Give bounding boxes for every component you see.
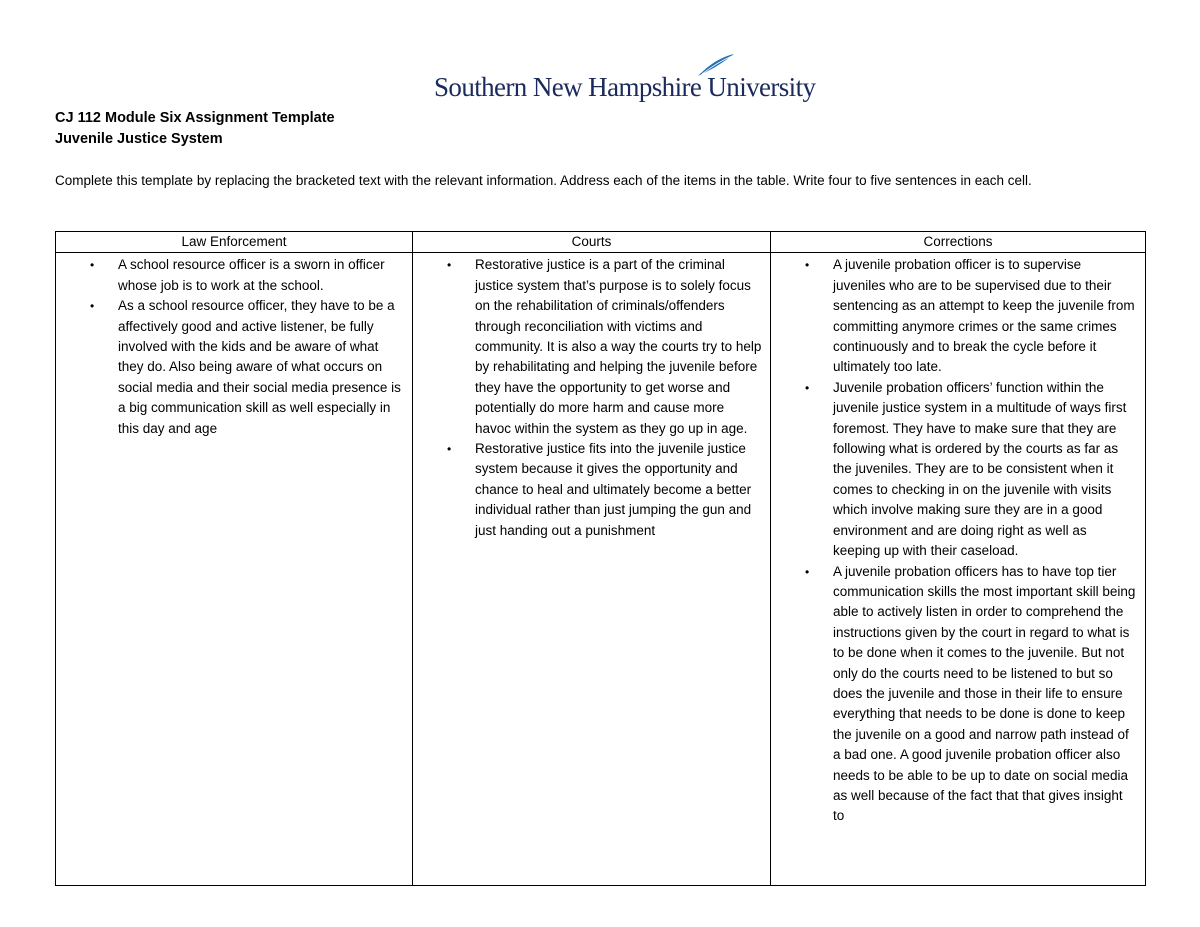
bullet-list (771, 253, 1145, 826)
list-item-text: Restorative justice is a part of the criminal justice system that’s purpose is to solely focus on the rehabilitation of criminals/offenders through reconciliation with victims and community. It is also a way the courts try to help by rehabilitating and helping the juvenile before they have the opportunity to get worse and potentially do more harm and cause more havoc within the system as they go up in age. (475, 257, 762, 436)
column-header-corrections: Corrections (771, 232, 1146, 253)
list-item (413, 439, 762, 541)
list-item (771, 562, 1137, 827)
cell-corrections (771, 253, 1146, 886)
instructions-paragraph: Complete this template by replacing the bracketed text with the relevant information. Address each of the items in the table. Write four to five sentences in each cell. (55, 173, 1032, 188)
list-item-text: Juvenile probation officers’ function within the juvenile justice system in a multitude of ways first foremost. They have to make sure that they are following what is ordered by the courts as far as the juveniles. They are to be consistent when it comes to checking in on the juvenile with visits which involve making sure they are in a good environment and are doing right as well as keeping up with their caseload. (833, 379, 1127, 559)
table-header-row (56, 232, 1146, 253)
assignment-table (55, 231, 1146, 886)
bullet-icon: • (805, 380, 810, 395)
list-item-text: Restorative justice fits into the juvenile justice system because it gives the opportunity and chance to heal and ultimately become a better individual rather than just jumping the gun and just handing out a punishment (475, 441, 752, 538)
bullet-icon: • (805, 564, 810, 579)
list-item (56, 255, 404, 296)
bullet-icon: • (447, 258, 452, 273)
bullet-icon: • (90, 299, 95, 314)
list-item (413, 255, 762, 439)
bullet-icon: • (805, 258, 810, 273)
cell-courts (413, 253, 771, 886)
bullet-list (413, 253, 770, 541)
list-item (56, 296, 404, 439)
list-item-text: A juvenile probation officer is to supervise juveniles who are to be supervised due to their sentencing as an attempt to keep the juvenile from committing anymore crimes or the same crimes continuously and to break the cycle before it ultimately too late. (833, 257, 1135, 375)
bullet-list (56, 253, 412, 439)
column-header-law-enforcement: Law Enforcement (56, 232, 413, 253)
title-line-1: CJ 112 Module Six Assignment Template (55, 110, 335, 126)
document-title (55, 108, 655, 150)
list-item-text: A school resource officer is a sworn in officer whose job is to work at the school. (118, 257, 385, 293)
list-item-text: As a school resource officer, they have to be a affectively good and active listener, be fully involved with the kids and be aware of what they do. Also being aware of what occurs on social media and their social media presence is a big communication skill as well especially in this day and age (118, 298, 401, 436)
bullet-icon: • (447, 442, 452, 457)
list-item (771, 255, 1137, 377)
title-line-2: Juvenile Justice System (55, 131, 223, 147)
list-item (771, 378, 1137, 562)
list-item-text: A juvenile probation officers has to have top tier communication skills the most important skill being able to actively listen in order to comprehend the instructions given by the court in regard to what is to be done when it comes to the juvenile. But not only do the courts need to be listened to but so does the juvenile and those in their life to ensure everything that needs to be done is done to keep the juvenile on a good and narrow path instead of a bad one. A good juvenile probation officer also needs to be able to be up to date on social media as well because of the fact that that gives insight to (833, 563, 1136, 824)
table-row (56, 253, 1146, 886)
cell-law-enforcement (56, 253, 413, 886)
university-name: Southern New Hampshire University (434, 72, 816, 102)
column-header-courts: Courts (413, 232, 771, 253)
university-logo (434, 52, 816, 102)
bullet-icon: • (90, 258, 95, 273)
